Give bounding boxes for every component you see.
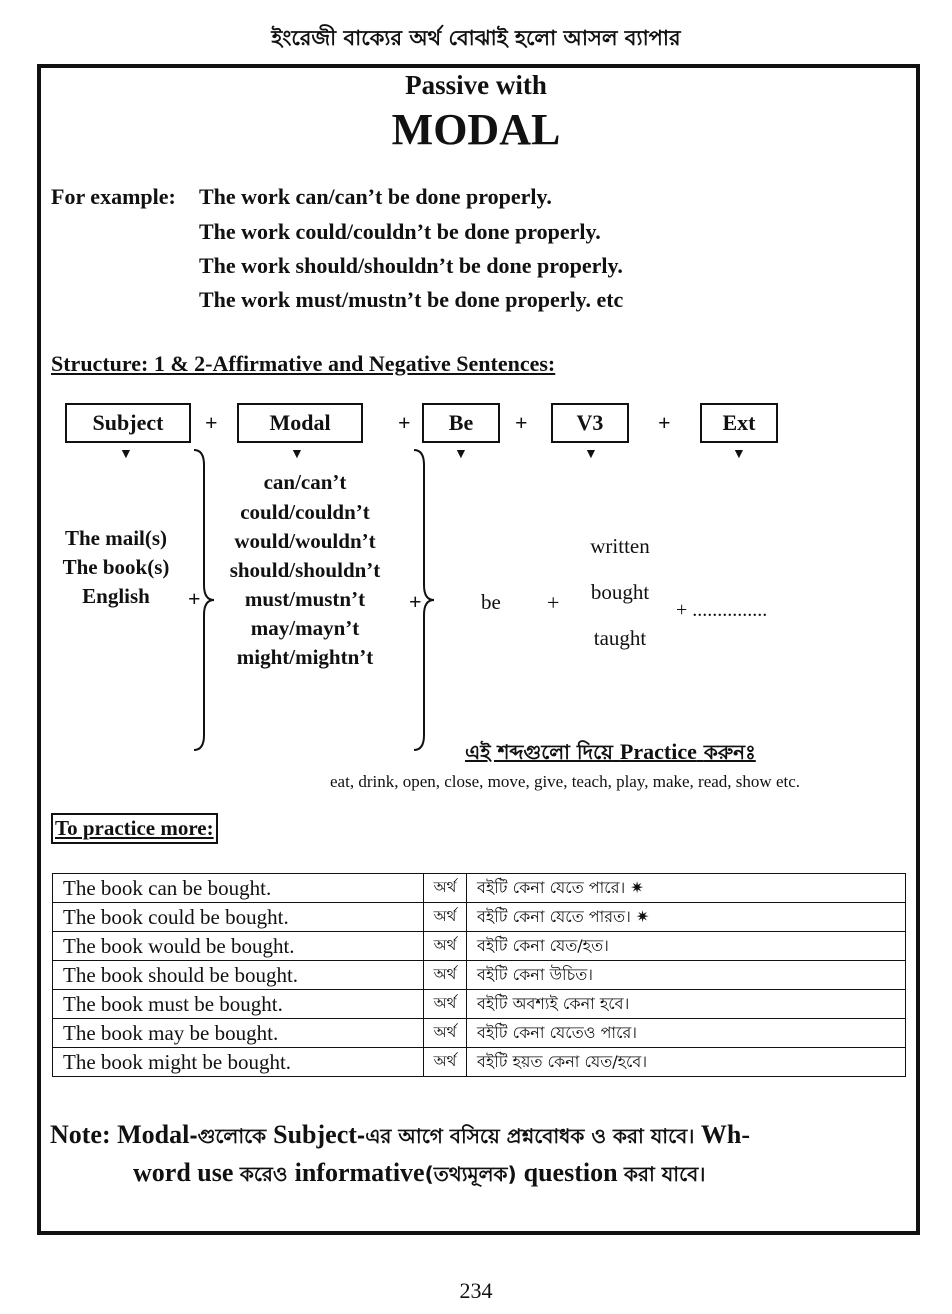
plus-sign: + [205,410,218,435]
down-arrow-icon: ▼ [584,447,598,462]
modal-example: must/mustn’t [244,587,366,611]
modal-example: should/shouldn’t [229,558,381,582]
be-word: be [481,590,501,614]
page-number: 234 [459,1278,493,1303]
practice-word: Practice [619,739,697,764]
note-line-2 [133,1158,705,1193]
meaning-label-cell: অর্থ [424,961,467,990]
translation-cell: বইটি কেনা যেতে পারে। ✷ [467,874,906,903]
note-line-1 [50,1120,910,1155]
down-arrow-icon: ▼ [119,447,133,462]
note-part: informative [294,1158,425,1187]
note-part: Wh- [694,1120,751,1149]
table-row [53,1019,906,1048]
note-part: word use [133,1158,240,1187]
practice-more-label: To practice more: [51,813,218,844]
translation-cell: বইটি কেনা উচিত। [467,961,906,990]
table-row [53,990,906,1019]
plus-sign: + [547,590,560,615]
example-line: The work should/shouldn’t be done properly. [199,253,623,278]
translation-cell: বইটি কেনা যেতেও পারে। [467,1019,906,1048]
meaning-label-cell: অর্থ [424,990,467,1019]
sentence-cell: The book should be bought. [53,961,424,990]
box-subject: Subject [65,403,191,443]
down-arrow-icon: ▼ [290,447,304,462]
meaning-label-cell: অর্থ [424,1048,467,1077]
practice-bn-suffix: করুনঃ [703,740,756,764]
plus-sign: + [398,410,411,435]
translation-cell: বইটি কেনা যেত/হত। [467,932,906,961]
down-arrow-icon: ▼ [454,447,468,462]
sentence-cell: The book could be bought. [53,903,424,932]
note-part: (তথ্যমূলক) [424,1162,524,1186]
note-part: Note: Modal [50,1120,190,1149]
practice-instruction [465,738,756,771]
translation-cell: বইটি কেনা যেতে পারত। ✷ [467,903,906,932]
example-line: The work can/can’t be done properly. [199,184,552,209]
modal-example: could/couldn’t [240,500,370,524]
table-row [53,932,906,961]
meaning-label-cell: অর্থ [424,874,467,903]
down-arrow-icon: ▼ [732,447,746,462]
sentence-cell: The book might be bought. [53,1048,424,1077]
note-part: Subject [273,1120,357,1149]
example-label: For example: [51,184,176,209]
plus-sign: + [658,410,671,435]
translation-cell: বইটি হয়ত কেনা যেত/হবে। [467,1048,906,1077]
meaning-label-cell: অর্থ [424,1019,467,1048]
translation-cell: বইটি অবশ্যই কেনা হবে। [467,990,906,1019]
modal-example: might/mightn’t [236,645,374,669]
modal-example: can/can’t [263,470,347,494]
table-row [53,903,906,932]
plus-sign: + [188,586,201,611]
note-part: -গুলোকে [189,1124,274,1148]
note-part: করেও [239,1162,295,1186]
v3-example: taught [593,626,647,650]
running-header: ইংরেজী বাক্যের অর্থ বোঝাই হলো আসল ব্যাপার [271,26,681,50]
practice-table [52,873,906,1077]
subject-example: English [82,584,150,608]
box-v3: V3 [551,403,629,443]
table-row [53,961,906,990]
table-row [53,1048,906,1077]
sentence-cell: The book would be bought. [53,932,424,961]
meaning-label-cell: অর্থ [424,932,467,961]
v3-example: written [590,534,650,558]
title-line-1: Passive with [405,70,547,100]
practice-verb-list: eat, drink, open, close, move, give, teach, play, make, read, show etc. [330,772,801,791]
subject-example: The book(s) [62,555,170,579]
modal-example: may/mayn’t [250,616,360,640]
box-be: Be [422,403,500,443]
example-line: The work could/couldn’t be done properly. [199,219,601,244]
note-part: question [523,1158,625,1187]
page-title: MODAL [391,105,561,154]
table-row [53,874,906,903]
plus-sign: + [409,589,422,614]
ext-placeholder: + ............... [676,599,768,621]
meaning-label-cell: অর্থ [424,903,467,932]
sentence-cell: The book can be bought. [53,874,424,903]
v3-example: bought [590,580,650,604]
practice-bn-prefix: এই শব্দগুলো দিয়ে [465,740,613,764]
box-modal: Modal [237,403,363,443]
structure-heading: Structure: 1 & 2-Affirmative and Negative Sentences: [51,351,556,376]
sentence-cell: The book must be bought. [53,990,424,1019]
subject-example: The mail(s) [64,526,168,550]
note-part: -এর আগে বসিয়ে প্রশ্নবোধক ও করা যাবে। [356,1124,695,1148]
sentence-cell: The book may be bought. [53,1019,424,1048]
plus-sign: + [515,410,528,435]
example-line: The work must/mustn’t be done properly. etc [199,287,624,312]
note-part: করা যাবে। [624,1162,706,1186]
modal-example: would/wouldn’t [234,529,376,553]
box-ext: Ext [700,403,778,443]
